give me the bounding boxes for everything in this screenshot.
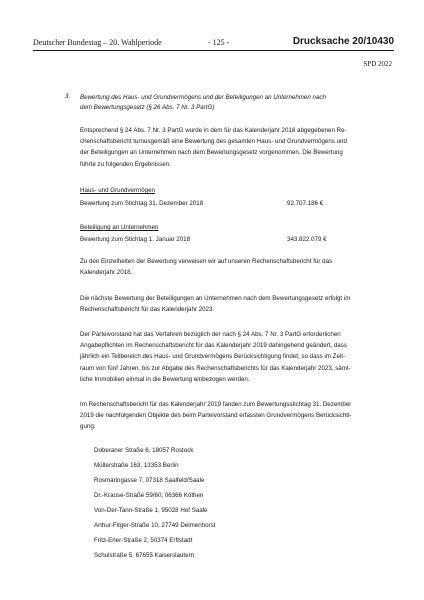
- text-line: gung:: [80, 423, 96, 431]
- text-line: liche Immobilien einmal in die Bewertung einbezogen werden.: [80, 375, 250, 383]
- text-line: Kalenderjahr 2018.: [80, 269, 133, 277]
- text-line: Zu den Einzelheiten der Bewertung verweisen wir auf unseren Rechenschaftsbericht für das: [80, 258, 333, 265]
- property-value: 92.707.186 €: [287, 200, 324, 207]
- text-line: Im Rechenschaftsbericht für das Kalenderjahr 2019 fanden zum Bewertungsstichtag 31. Dezember: [80, 401, 352, 408]
- holdings-heading: Beteiligung an Unternehmen: [80, 224, 159, 231]
- address-item: Arthur-Fitger-Straße 10, 27749 Delmenhorst: [94, 522, 216, 529]
- address-item: Rosmaringasse 7, 07318 Saalfeld/Saale: [94, 477, 205, 484]
- text-line: Die nächste Bewertung der Beteiligungen an Unternehmen nach dem Bewertungsgesetz erfolgt im: [80, 295, 351, 302]
- text-line: führte zu folgenden Ergebnissen:: [80, 160, 171, 168]
- details-paragraph: [80, 256, 332, 278]
- holdings-label: Bewertung zum Stichtag 1. Januar 2018: [80, 236, 191, 243]
- address-item: Dr.-Krause-Straße 59/60, 06366 Köthen: [94, 492, 204, 499]
- intro-paragraph: [80, 125, 347, 170]
- header-document-number: Drucksache 20/10430: [292, 36, 394, 47]
- property-label: Bewertung zum Stichtag 31. Dezember 2018: [80, 200, 204, 207]
- address-item: Müllerstraße 163, 13353 Berlin: [94, 462, 179, 469]
- header-page-number: - 125 -: [208, 38, 230, 47]
- text-line: chenschaftsbericht turnusgemäß eine Bewertung des gesamten Haus- und Grundvermögens und: [80, 138, 347, 146]
- section-number: 3.: [65, 93, 71, 100]
- address-item: Schulstraße 5, 67655 Kaiserslautern: [94, 552, 195, 559]
- address-item: Fritz-Erler-Straße 2, 50374 Erftstadt: [94, 537, 193, 544]
- text-line: Rechenschaftsbericht für das Kalenderjahr 2023.: [80, 306, 215, 314]
- property-heading: Haus- und Grundvermögen: [80, 187, 155, 194]
- text-line: raum von fünf Jahren, bis zur Abgabe des Rechenschaftsberichts für das Kalenderjahr 2023, sämt-: [80, 364, 351, 372]
- header-publication: Deutscher Bundestag – 20. Wahlperiode: [33, 38, 162, 47]
- header-divider: [33, 50, 394, 51]
- text-line: jährlich ein Teilbereich des Haus- und Grundvermögens Berücksichtigung findet, so dass im Zeit-: [80, 353, 346, 361]
- holdings-value: 343.822.079 €: [287, 236, 327, 243]
- text-line: Der Parteivorstand hat das Verfahren bezüglich der nach § 24 Abs. 7 Nr. 3 PartG erforderlichen: [80, 331, 341, 338]
- text-line: Entsprechend § 24 Abs. 7 Nr. 3 PartG wurde in dem für das Kalenderjahr 2018 abgegebenen Re-: [80, 127, 347, 134]
- section-title-line: dem Bewertungsgesetz (§ 26 Abs. 7 Nr. 3 PartG): [80, 103, 215, 111]
- page-header: [33, 37, 394, 51]
- address-item: Doberaner Straße 6, 18057 Rostock: [94, 447, 194, 454]
- next-valuation-paragraph: [80, 293, 350, 315]
- address-item: Von-Der-Tann-Straße 1, 95028 Hof Saale: [94, 507, 208, 514]
- text-line: Angabepflichten im Rechenschaftsbericht für das Kalenderjahr 2019 dahingehend geändert, dass: [80, 342, 347, 350]
- objects-2019-paragraph: [80, 399, 351, 433]
- board-paragraph: [80, 329, 351, 385]
- text-line: der Beteiligungen an Unternehmen nach dem Bewertungsgesetz vorgenommen. Die Bewertung: [80, 149, 343, 157]
- section-title-line: Bewertung des Haus- und Grundvermögens und der Beteiligungen an Unternehmen nach: [80, 94, 326, 101]
- party-tag: SPD 2022: [363, 60, 392, 68]
- section-title: [80, 93, 380, 112]
- text-line: 2019 die nachfolgenden Objekte des beim Parteivorstand erfassten Grundvermögens Berücksichti-: [80, 412, 352, 420]
